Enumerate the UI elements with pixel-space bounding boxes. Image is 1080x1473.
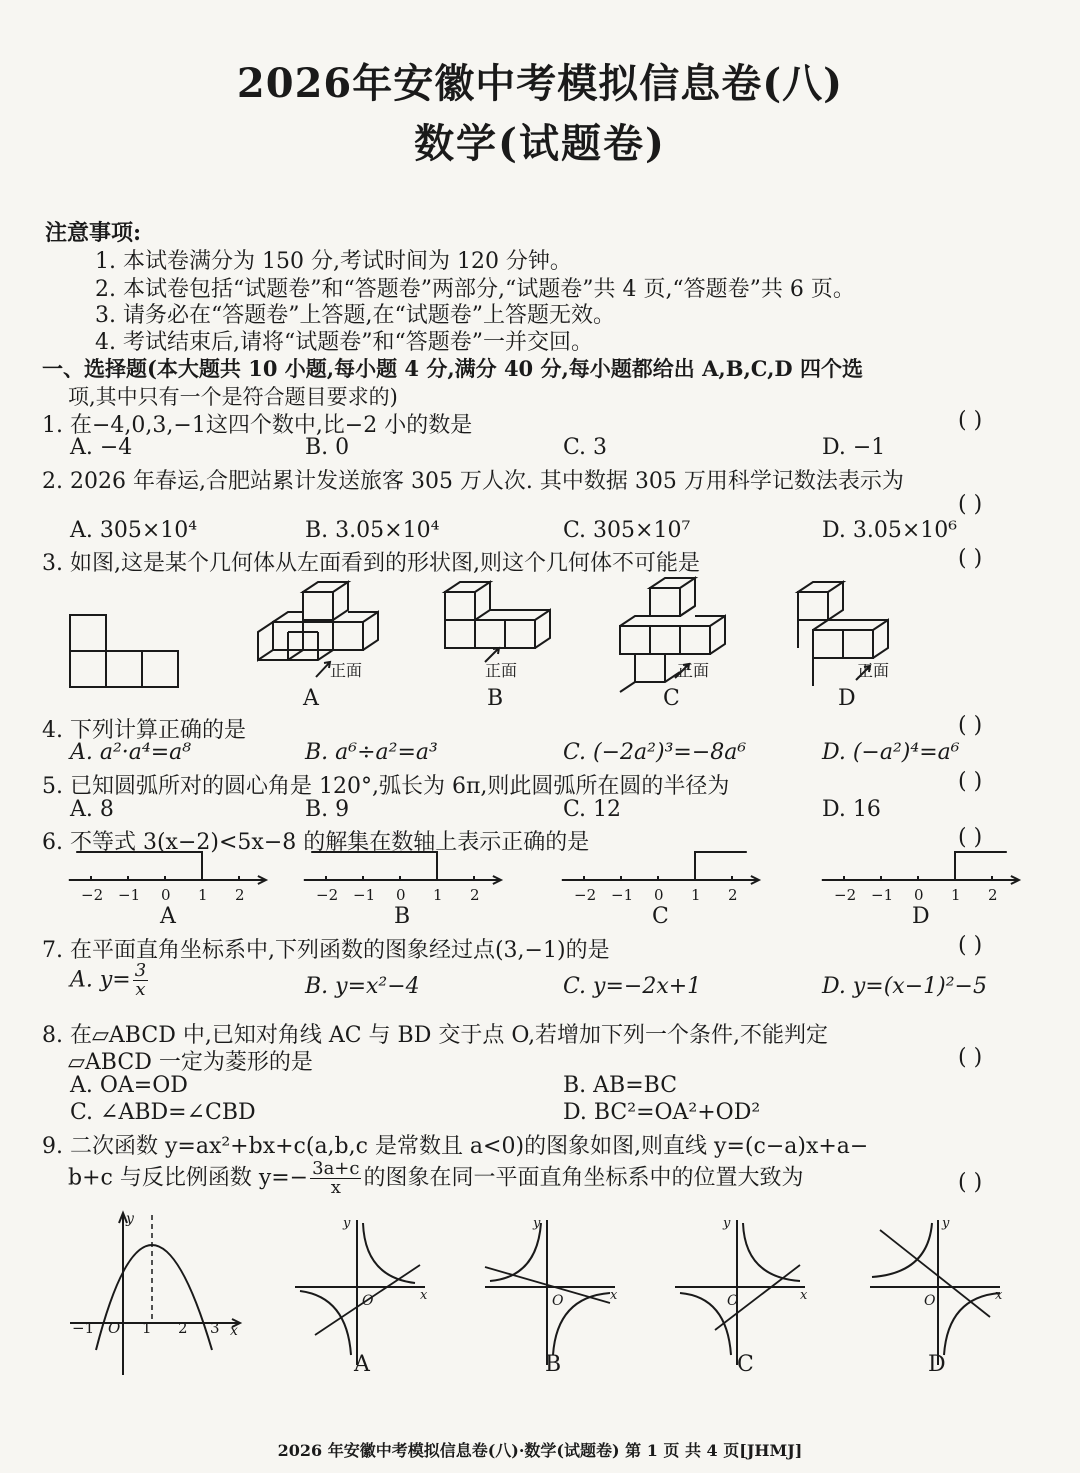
q6-label-d: D: [912, 904, 930, 929]
q9-axis-x: x: [995, 1288, 1003, 1303]
q9-graph-b: [485, 1216, 618, 1365]
q6-tick-label: −1: [871, 886, 894, 904]
q6-tick-label: 1: [951, 886, 961, 904]
note-item: 3. 请务必在“答题卷”上答题,在“试题卷”上答题无效。: [95, 303, 615, 328]
q6-tick-label: 0: [396, 886, 406, 904]
q5-stem: 5. 已知圆弧所对的圆心角是 120°,弧长为 6π,则此圆弧所在圆的半径为: [42, 774, 730, 799]
q3-stem: 3. 如图,这是某个几何体从左面看到的形状图,则这个几何体不可能是: [42, 551, 700, 576]
q9-answer-blank[interactable]: ( ): [958, 1170, 983, 1195]
q9-origin: O: [924, 1293, 936, 1309]
q4-stem: 4. 下列计算正确的是: [42, 718, 246, 743]
note-item: 4. 考试结束后,请将“试题卷”和“答题卷”一并交回。: [95, 330, 593, 355]
q6-tick-label: 2: [470, 886, 480, 904]
q3-label-c: C: [663, 686, 680, 711]
q6-tick-label: 1: [198, 886, 208, 904]
q6-tick-label: 0: [914, 886, 924, 904]
page-footer: 2026 年安徽中考模拟信息卷(八)·数学(试题卷) 第 1 页 共 4 页[JHMJ]: [277, 1441, 803, 1460]
q3-front-label-b: 正面: [485, 661, 518, 680]
q9-axis-y: y: [533, 1216, 541, 1231]
q6-tick-label: 2: [235, 886, 245, 904]
q9-axis-y: y: [343, 1216, 351, 1231]
q3-answer-blank[interactable]: ( ): [958, 546, 983, 571]
q9-graphs: [0, 1205, 1080, 1385]
q6-tick-label: 1: [691, 886, 701, 904]
q1-answer-blank[interactable]: ( ): [958, 408, 983, 433]
q4-option-b: B. a⁶÷a²=a³: [305, 740, 438, 765]
q9-label-c: C: [737, 1352, 754, 1377]
q9-axis-y: y: [126, 1211, 134, 1227]
q2-stem: 2. 2026 年春运,合肥站累计发送旅客 305 万人次. 其中数据 305 万用科学记数法表示为: [42, 469, 904, 494]
q6-tick-label: −2: [81, 886, 104, 904]
q8-option-a: A. OA=OD: [70, 1073, 188, 1098]
q4-option-a: A. a²·a⁴=a⁸: [70, 740, 192, 765]
q3-front-label-d: 正面: [857, 661, 890, 680]
q6-label-c: C: [652, 904, 669, 929]
q4-option-d: D. (−a²)⁴=a⁶: [822, 740, 960, 765]
q4-answer-blank[interactable]: ( ): [958, 713, 983, 738]
q9-tick: 3: [210, 1319, 220, 1337]
q3-front-label-a: 正面: [330, 661, 363, 680]
page-subtitle: 数学(试题卷): [414, 120, 666, 167]
q9-label-b: B: [545, 1352, 562, 1377]
q9-stem-cont: b+c 与反比例函数 y=− $\frac{3a+c}{x}$ 的图象在同一平面直角坐标系中的位置大致为: [68, 1158, 804, 1198]
q6-solution-ray: [955, 852, 1007, 880]
q8-option-b: B. AB=BC: [563, 1073, 678, 1098]
q5-option-b: B. 9: [305, 797, 350, 822]
q9-graph-c: [675, 1216, 808, 1365]
q2-answer-blank[interactable]: ( ): [958, 492, 983, 517]
q2-option-d: D. 3.05×10⁶: [822, 518, 958, 543]
q9-label-a: A: [354, 1352, 370, 1377]
q9-origin: O: [727, 1293, 739, 1309]
q9-label-d: D: [928, 1352, 946, 1377]
q7-option-a: A. y= $\frac{3}{x}$: [70, 960, 147, 1000]
q6-answer-blank[interactable]: ( ): [958, 825, 983, 850]
q3-figures: [0, 570, 1080, 720]
q1-option-d: D. −1: [822, 435, 886, 460]
q9-axis-y: y: [723, 1216, 731, 1231]
q6-stem: 6. 不等式 3(x−2)<5x−8 的解集在数轴上表示正确的是: [42, 830, 590, 855]
q9-graph-a: [295, 1216, 428, 1365]
q9-axis-x: x: [230, 1323, 238, 1339]
q6-tick-label: 2: [988, 886, 998, 904]
q8-answer-blank[interactable]: ( ): [958, 1045, 983, 1070]
q1-stem: 1. 在−4,0,3,−1这四个数中,比−2 小的数是: [42, 413, 473, 438]
q7-answer-blank[interactable]: ( ): [958, 933, 983, 958]
page-title: 2026年安徽中考模拟信息卷(八): [236, 60, 844, 107]
q2-option-a: A. 305×10⁴: [70, 518, 198, 543]
q9-tick: O: [108, 1319, 121, 1337]
q6-tick-label: 0: [161, 886, 171, 904]
q9-graph-d: [870, 1216, 1003, 1365]
q2-option-b: B. 3.05×10⁴: [305, 518, 440, 543]
q8-stem-cont: ▱ABCD 一定为菱形的是: [68, 1050, 313, 1075]
q9-tick: 1: [142, 1319, 152, 1337]
q1-option-b: B. 0: [305, 435, 350, 460]
q6-solution-ray: [695, 852, 747, 880]
q7-option-c: C. y=−2x+1: [563, 974, 702, 999]
q7-option-b: B. y=x²−4: [305, 974, 420, 999]
q6-tick-label: −1: [353, 886, 376, 904]
q9-stem: 9. 二次函数 y=ax²+bx+c(a,b,c 是常数且 a<0)的图象如图,则直线 y=(c−a)x+a−: [42, 1134, 869, 1159]
q9-axis-x: x: [610, 1288, 618, 1303]
q3-label-a: A: [303, 686, 319, 711]
q6-number-lines: [0, 848, 1080, 908]
q5-option-d: D. 16: [822, 797, 881, 822]
notes-heading: 注意事项:: [45, 220, 142, 246]
q6-label-b: B: [394, 904, 411, 929]
q6-label-a: A: [160, 904, 176, 929]
q8-stem: 8. 在▱ABCD 中,已知对角线 AC 与 BD 交于点 O,若增加下列一个条件,不能判定: [42, 1023, 829, 1048]
q7-option-d: D. y=(x−1)²−5: [822, 974, 987, 999]
note-item: 1. 本试卷满分为 150 分,考试时间为 120 分钟。: [95, 249, 572, 274]
q1-option-a: A. −4: [70, 435, 133, 460]
q3-label-d: D: [838, 686, 856, 711]
q8-option-d: D. BC²=OA²+OD²: [563, 1100, 761, 1125]
section-heading-cont: 项,其中只有一个是符合题目要求的): [68, 385, 398, 409]
section-heading: 一、选择题(本大题共 10 小题,每小题 4 分,满分 40 分,每小题都给出 A,B,C,D 四个选: [42, 356, 863, 381]
q5-answer-blank[interactable]: ( ): [958, 769, 983, 794]
q2-option-c: C. 305×10⁷: [563, 518, 691, 543]
q6-tick-label: 1: [433, 886, 443, 904]
q9-origin: O: [362, 1293, 374, 1309]
q9-axis-x: x: [800, 1288, 808, 1303]
q9-origin: O: [552, 1293, 564, 1309]
q9-tick: 2: [178, 1319, 188, 1337]
q9-axis-x: x: [420, 1288, 428, 1303]
q3-figure-c: [620, 578, 725, 692]
q6-tick-label: −2: [574, 886, 597, 904]
note-item: 2. 本试卷包括“试题卷”和“答题卷”两部分,“试题卷”共 4 页,“答题卷”共 6 页。: [95, 277, 855, 302]
q5-option-a: A. 8: [70, 797, 114, 822]
q1-option-c: C. 3: [563, 435, 608, 460]
q6-tick-label: −2: [834, 886, 857, 904]
q5-option-c: C. 12: [563, 797, 622, 822]
q6-tick-label: −1: [611, 886, 634, 904]
q6-tick-label: 0: [654, 886, 664, 904]
q3-left-view: [70, 615, 178, 687]
q6-tick-label: −2: [316, 886, 339, 904]
q9-parabola-graph: [70, 1211, 240, 1375]
q6-tick-label: −1: [118, 886, 141, 904]
q4-option-c: C. (−2a²)³=−8a⁶: [563, 740, 747, 765]
q3-figure-b: [445, 582, 550, 662]
q3-label-b: B: [487, 686, 504, 711]
q6-tick-label: 2: [728, 886, 738, 904]
q6-solution-ray: [311, 852, 437, 880]
q7-stem: 7. 在平面直角坐标系中,下列函数的图象经过点(3,−1)的是: [42, 938, 610, 963]
q9-axis-y: y: [942, 1216, 950, 1231]
q9-tick: −1: [72, 1319, 95, 1337]
q8-option-c: C. ∠ABD=∠CBD: [70, 1100, 256, 1125]
q6-solution-ray: [76, 852, 202, 880]
q3-front-label-c: 正面: [677, 661, 710, 680]
